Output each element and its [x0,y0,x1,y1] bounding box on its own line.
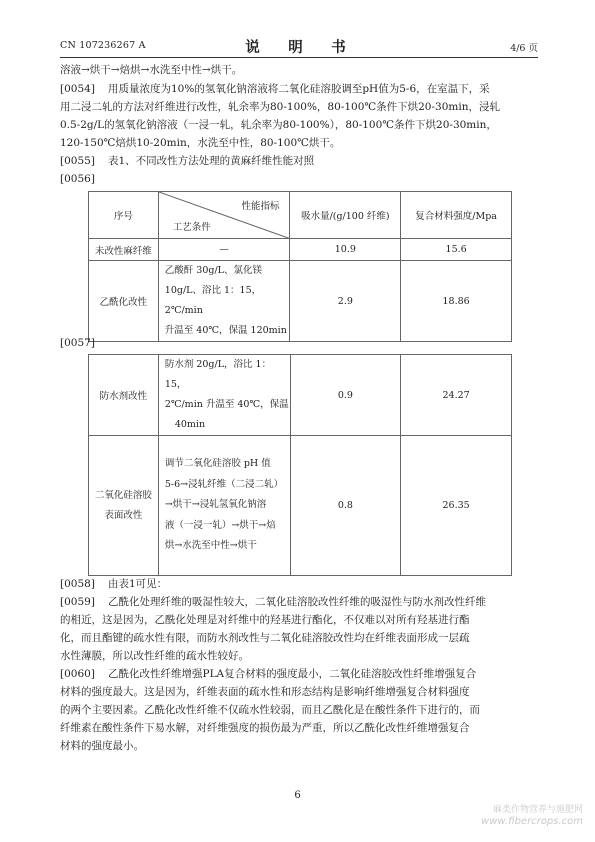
paragraph-tag: [0060] [60,668,95,680]
paragraph-tag: [0055] [60,155,95,167]
paragraph-0054-line-4: 120-150℃焙烘10-20min，水洗至中性，80-100℃烘干。 [60,137,341,149]
paragraph-0059-line-4: 水性薄膜，所以改性纤维的疏水性较好。 [60,650,249,662]
paragraph-0060-line-2: 材料的强度最大。这是因为，纤维表面的疏水性和形态结构是影响纤维增强复合材料强度 [60,686,470,698]
paragraph-0059-line-2: 的相近，这是因为，乙酰化处理是对纤维中的羟基进行酯化，不仅难以对所有羟基进行酯 [60,614,470,626]
watermark-title: 麻类作物营养与施肥网 [492,805,583,815]
row-condition: — [158,239,290,261]
paragraph-0060-line-5: 材料的强度最小。 [60,740,144,752]
watermark-url: www.fibercrops.com [481,816,583,827]
table-header-row [89,192,512,239]
paragraph-0054-line-1: [0054] 用质量浓度为10%的氢氧化钠溶液将二氧化硅溶胶调至pH值为5-6，在室温下，采 [60,83,490,95]
paragraph-0060-line-3: 的两个主要因素。乙酰化改性纤维不仅疏水性较弱，而且乙酰化是在酸性条件下进行的，而 [60,704,480,716]
row-condition: 乙酸酐 30g/L、氯化镁 10g/L、浴比 1：15，2℃/min 升温至 40℃，保温 120min [158,261,290,342]
row-absorption: 2.9 [290,261,401,342]
document-title: 说 明 书 [245,39,353,56]
row-name: 二氧化硅溶胶 表面改性 [89,436,159,576]
row-absorption: 0.8 [290,436,401,576]
column-header-strength: 复合材料强度/Mpa [401,192,512,239]
paragraph-tag: [0059] [60,596,95,608]
paragraph-0060-line-1: [0060] 乙酰化改性纤维增强PLA复合材料的强度最小，二氧化硅溶胶改性纤维增强复合 [60,668,477,680]
intro-line: 溶液→烘干→焙烘→水洗至中性→烘干。 [60,64,243,76]
row-strength: 26.35 [401,436,512,576]
row-name: 乙酰化改性 [89,261,159,342]
paragraph-0059-line-3: 化，而且酯键的疏水性有限，而防水剂改性与二氧化硅溶胶改性均在纤维表面形成一层疏 [60,632,470,644]
paragraph-tag: [0054] [60,83,95,95]
row-condition: 防水剂 20g/L，浴比 1：15， 2℃/min 升温至 40℃，保温 40min [158,355,290,436]
paragraph-tag: [0058] [60,578,95,590]
table-caption: 表1、不同改性方法处理的黄麻纤维性能对照 [108,155,315,167]
column-header-properties: 性能指标 [241,201,280,212]
patent-number: CN 107236267 A [60,40,146,51]
page-header [60,36,538,54]
column-header-absorption: 吸水量/(g/100 纤维) [290,192,401,239]
header-divider [60,57,538,58]
properties-table-part-1 [88,191,512,342]
row-strength: 24.27 [401,355,512,436]
page-number: 6 [294,790,301,801]
paragraph-tag-0056: [0056] [60,173,95,185]
table-row [89,239,512,261]
column-header-index: 序号 [89,192,159,239]
table-row [89,355,512,436]
table-row [89,261,512,342]
watermark [481,804,583,828]
row-absorption: 10.9 [290,239,401,261]
paragraph-0055 [60,154,538,168]
table-row [89,436,512,576]
row-name: 未改性麻纤维 [89,239,159,261]
paragraph-tag-0057: [0057] [60,337,95,349]
paragraph-0059-line-1: [0059] 乙酰化处理纤维的吸湿性较大，二氧化硅溶胶改性纤维的吸湿性与防水剂改性纤维 [60,596,486,608]
row-condition: 调节二氧化硅溶胶 pH 值 5-6→浸轧纤维（二浸二轧） →烘干→浸轧氢氧化钠溶 液（一浸一轧）→烘干→焙 烘→水洗至中性→烘干 [158,436,290,576]
row-header-conditions: 工艺条件 [172,222,211,233]
row-name: 防水剂改性 [89,355,159,436]
page-info: 4/6 页 [510,43,538,54]
row-strength: 15.6 [401,239,512,261]
row-absorption: 0.9 [290,355,401,436]
row-strength: 18.86 [401,261,512,342]
properties-table-part-2 [88,354,512,576]
paragraph-0054-line-3: 0.5-2g/L的氢氧化钠溶液（一浸一轧，轧余率为80-100%），80-100℃条件下烘20-30min， [60,119,497,131]
paragraph-0060-line-4: 纤维素在酸性条件下易水解，对纤维强度的损伤最为严重，所以乙酰化改性纤维增强复合 [60,722,470,734]
paragraph-0058: [0058] 由表1可见： [60,578,168,590]
diagonal-header-cell [158,192,290,239]
paragraph-0054-line-2: 用二浸二轧的方法对纤维进行改性，轧余率为80-100%，80-100℃条件下烘20-30min，浸轧 [60,101,500,113]
